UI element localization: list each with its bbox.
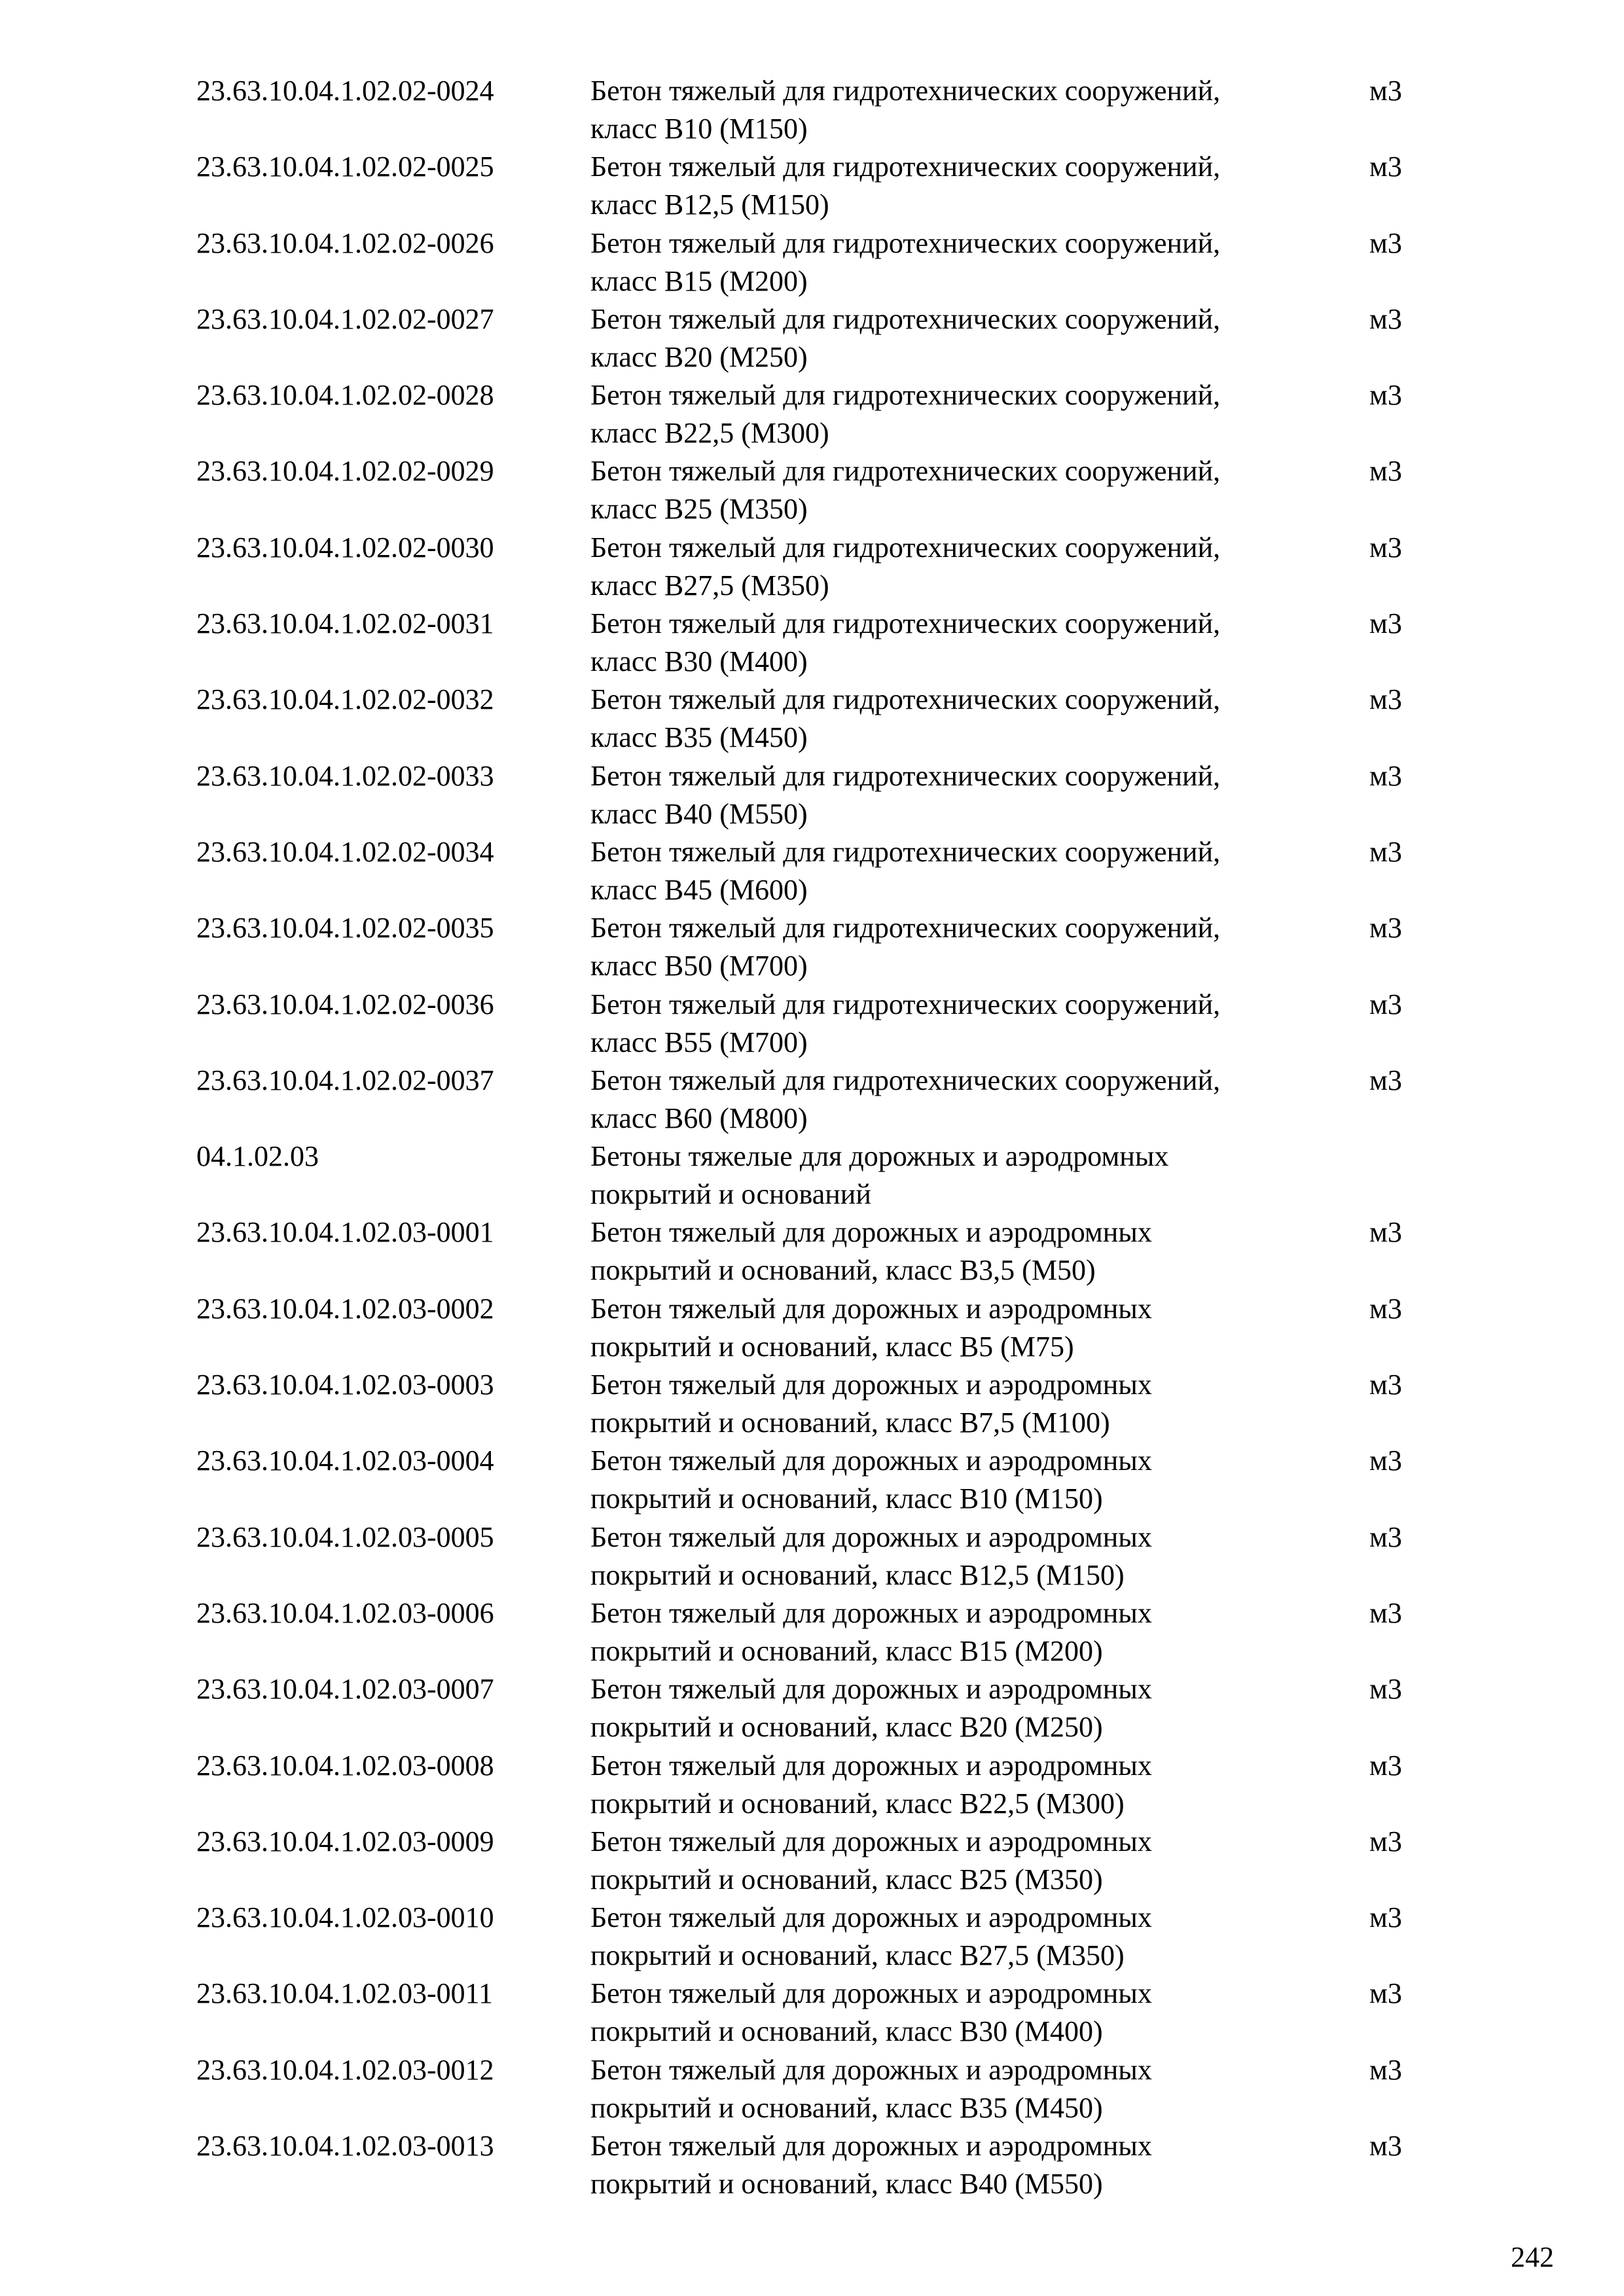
description-line-2: покрытий и оснований, класс В3,5 (М50) — [590, 1254, 1096, 1287]
table-row — [0, 909, 1624, 985]
description-line-2: класс В12,5 (М150) — [590, 188, 829, 221]
description-line-1: Бетон тяжелый для гидротехнических сооружений, — [590, 151, 1221, 183]
resource-code: 23.63.10.04.1.02.02-0033 — [196, 759, 494, 792]
description-line-2: класс В10 (М150) — [590, 113, 808, 145]
table-row — [0, 681, 1624, 757]
table-row — [0, 300, 1624, 376]
resource-code: 23.63.10.04.1.02.02-0026 — [196, 226, 494, 259]
unit-of-measure: м3 — [1369, 607, 1402, 640]
unit-of-measure: м3 — [1369, 531, 1402, 564]
unit-of-measure: м3 — [1369, 988, 1402, 1020]
table-row — [0, 1899, 1624, 1975]
table-row — [0, 1213, 1624, 1289]
description-line-2: класс В50 (М700) — [590, 950, 808, 982]
table-row — [0, 2127, 1624, 2203]
description-line-1: Бетон тяжелый для дорожных и аэродромных — [590, 1673, 1152, 1706]
resource-description — [590, 833, 1343, 909]
description-line-1: Бетон тяжелый для гидротехнических сооружений, — [590, 302, 1221, 335]
description-line-2: класс В20 (М250) — [590, 340, 808, 373]
resource-code: 23.63.10.04.1.02.02-0031 — [196, 607, 494, 640]
unit-of-measure: м3 — [1369, 379, 1402, 412]
description-line-1: Бетон тяжелый для гидротехнических сооружений, — [590, 531, 1221, 564]
unit-of-measure: м3 — [1369, 1369, 1402, 1401]
description-line-2: класс В27,5 (М350) — [590, 569, 829, 601]
unit-of-measure: м3 — [1369, 683, 1402, 716]
description-line-1: Бетон тяжелый для дорожных и аэродромных — [590, 1977, 1152, 2010]
resource-description — [590, 1518, 1343, 1594]
description-line-1: Бетон тяжелый для дорожных и аэродромных — [590, 1520, 1152, 1553]
unit-of-measure: м3 — [1369, 2130, 1402, 2162]
description-line-2: покрытий и оснований, класс В30 (М400) — [590, 2015, 1103, 2048]
resource-code: 23.63.10.04.1.02.02-0037 — [196, 1064, 494, 1096]
description-line-2: класс В55 (М700) — [590, 1026, 808, 1058]
description-line-2: покрытий и оснований, класс В12,5 (М150) — [590, 1558, 1125, 1591]
resource-code: 23.63.10.04.1.02.03-0007 — [196, 1673, 494, 1706]
resource-description — [590, 376, 1343, 452]
description-line-1: Бетон тяжелый для дорожных и аэродромных — [590, 1901, 1152, 1934]
description-line-1: Бетон тяжелый для гидротехнических сооружений, — [590, 988, 1221, 1020]
description-line-2: покрытий и оснований, класс В25 (М350) — [590, 1863, 1103, 1895]
unit-of-measure: м3 — [1369, 226, 1402, 259]
resource-code: 23.63.10.04.1.02.03-0008 — [196, 1749, 494, 1782]
resource-code: 23.63.10.04.1.02.02-0028 — [196, 379, 494, 412]
resource-code: 23.63.10.04.1.02.02-0027 — [196, 302, 494, 335]
table-row — [0, 1138, 1624, 1213]
description-line-2: класс В35 (М450) — [590, 721, 808, 754]
resource-description — [590, 909, 1343, 985]
table-row — [0, 1975, 1624, 2051]
resource-description — [590, 1442, 1343, 1518]
table-row — [0, 72, 1624, 148]
unit-of-measure: м3 — [1369, 835, 1402, 868]
description-line-1: Бетон тяжелый для дорожных и аэродромных — [590, 1444, 1152, 1477]
table-row — [0, 1290, 1624, 1366]
unit-of-measure: м3 — [1369, 912, 1402, 944]
description-line-2: покрытий и оснований, класс В20 (М250) — [590, 1711, 1103, 1744]
description-line-2: покрытий и оснований, класс В7,5 (М100) — [590, 1407, 1110, 1439]
resource-description — [590, 529, 1343, 605]
table-row — [0, 757, 1624, 833]
table-row — [0, 1670, 1624, 1746]
description-line-1: Бетон тяжелый для гидротехнических сооружений, — [590, 683, 1221, 716]
resource-code: 23.63.10.04.1.02.03-0001 — [196, 1216, 494, 1249]
table-row — [0, 1823, 1624, 1899]
table-row — [0, 986, 1624, 1062]
description-line-2: класс В30 (М400) — [590, 645, 808, 678]
description-line-1: Бетон тяжелый для дорожных и аэродромных — [590, 2053, 1152, 2086]
description-line-2: класс В60 (М800) — [590, 1102, 808, 1134]
resource-description — [590, 1366, 1343, 1442]
resource-code: 23.63.10.04.1.02.03-0010 — [196, 1901, 494, 1934]
table-row — [0, 1366, 1624, 1442]
resource-code: 23.63.10.04.1.02.03-0004 — [196, 1444, 494, 1477]
resource-code: 23.63.10.04.1.02.02-0034 — [196, 835, 494, 868]
resource-code: 23.63.10.04.1.02.03-0011 — [196, 1977, 494, 2010]
table-row — [0, 1442, 1624, 1518]
unit-of-measure: м3 — [1369, 1520, 1402, 1553]
table-row — [0, 1062, 1624, 1138]
resource-code: 23.63.10.04.1.02.03-0013 — [196, 2130, 494, 2162]
unit-of-measure: м3 — [1369, 1749, 1402, 1782]
table-row — [0, 148, 1624, 224]
description-line-2: покрытий и оснований, класс В15 (М200) — [590, 1634, 1103, 1667]
resource-code: 23.63.10.04.1.02.02-0032 — [196, 683, 494, 716]
resource-description — [590, 300, 1343, 376]
resource-description — [590, 1594, 1343, 1670]
description-line-1: Бетон тяжелый для дорожных и аэродромных — [590, 1369, 1152, 1401]
resource-description — [590, 1062, 1343, 1138]
description-line-1: Бетон тяжелый для гидротехнических сооружений, — [590, 226, 1221, 259]
unit-of-measure: м3 — [1369, 1825, 1402, 1857]
table-row — [0, 529, 1624, 605]
description-line-2: покрытий и оснований, класс В27,5 (М350) — [590, 1939, 1125, 1972]
unit-of-measure: м3 — [1369, 302, 1402, 335]
resource-code: 23.63.10.04.1.02.03-0005 — [196, 1520, 494, 1553]
unit-of-measure: м3 — [1369, 75, 1402, 107]
unit-of-measure: м3 — [1369, 759, 1402, 792]
description-line-2: покрытий и оснований, класс В10 (М150) — [590, 1482, 1103, 1515]
description-line-2: покрытий и оснований, класс В22,5 (М300) — [590, 1787, 1125, 1820]
resource-description — [590, 681, 1343, 757]
description-line-2: покрытий и оснований, класс В40 (М550) — [590, 2168, 1103, 2200]
description-line-1: Бетон тяжелый для гидротехнических сооружений, — [590, 379, 1221, 412]
description-line-1: Бетон тяжелый для гидротехнических сооружений, — [590, 759, 1221, 792]
table-row — [0, 2051, 1624, 2127]
table-row — [0, 1747, 1624, 1823]
table-row — [0, 224, 1624, 300]
resource-description — [590, 757, 1343, 833]
description-line-1: Бетон тяжелый для дорожных и аэродромных — [590, 1292, 1152, 1325]
unit-of-measure: м3 — [1369, 1596, 1402, 1629]
resource-code: 23.63.10.04.1.02.02-0036 — [196, 988, 494, 1020]
unit-of-measure: м3 — [1369, 455, 1402, 488]
resource-code: 23.63.10.04.1.02.03-0009 — [196, 1825, 494, 1857]
resource-code: 23.63.10.04.1.02.03-0012 — [196, 2053, 494, 2086]
description-line-1: Бетон тяжелый для гидротехнических сооружений, — [590, 607, 1221, 640]
description-line-2: класс В15 (М200) — [590, 264, 808, 297]
description-line-2: покрытий и оснований, класс В5 (М75) — [590, 1330, 1074, 1363]
resource-code: 23.63.10.04.1.02.02-0024 — [196, 75, 494, 107]
unit-of-measure: м3 — [1369, 1444, 1402, 1477]
resource-description — [590, 1747, 1343, 1823]
resource-code: 04.1.02.03 — [196, 1140, 319, 1173]
description-line-2: покрытий и оснований, класс В35 (М450) — [590, 2091, 1103, 2124]
resource-code: 23.63.10.04.1.02.03-0003 — [196, 1369, 494, 1401]
unit-of-measure: м3 — [1369, 1901, 1402, 1934]
description-line-2: класс В40 (М550) — [590, 797, 808, 830]
resource-description — [590, 1823, 1343, 1899]
resource-code: 23.63.10.04.1.02.02-0035 — [196, 912, 494, 944]
description-line-1: Бетон тяжелый для гидротехнических сооружений, — [590, 912, 1221, 944]
table-row — [0, 1518, 1624, 1594]
unit-of-measure: м3 — [1369, 2053, 1402, 2086]
unit-of-measure: м3 — [1369, 1064, 1402, 1096]
unit-of-measure: м3 — [1369, 1977, 1402, 2010]
description-line-1: Бетон тяжелый для дорожных и аэродромных — [590, 1749, 1152, 1782]
description-line-1: Бетон тяжелый для дорожных и аэродромных — [590, 1596, 1152, 1629]
resource-description — [590, 605, 1343, 681]
description-line-2: класс В45 (М600) — [590, 873, 808, 906]
resource-description — [590, 72, 1343, 148]
table-row — [0, 605, 1624, 681]
description-line-2: класс В22,5 (М300) — [590, 417, 829, 450]
unit-of-measure: м3 — [1369, 1673, 1402, 1706]
resource-description — [590, 1138, 1343, 1213]
table-row — [0, 833, 1624, 909]
description-line-1: Бетон тяжелый для гидротехнических сооружений, — [590, 835, 1221, 868]
unit-of-measure: м3 — [1369, 1216, 1402, 1249]
unit-of-measure: м3 — [1369, 151, 1402, 183]
resource-description — [590, 1975, 1343, 2051]
resource-code: 23.63.10.04.1.02.02-0025 — [196, 151, 494, 183]
description-line-1: Бетон тяжелый для гидротехнических сооружений, — [590, 455, 1221, 488]
table-row — [0, 452, 1624, 528]
description-line-1: Бетон тяжелый для гидротехнических сооружений, — [590, 1064, 1221, 1096]
resource-code: 23.63.10.04.1.02.02-0029 — [196, 455, 494, 488]
resource-description — [590, 1899, 1343, 1975]
description-line-2: класс В25 (М350) — [590, 493, 808, 526]
description-line-1: Бетон тяжелый для гидротехнических сооружений, — [590, 75, 1221, 107]
resource-description — [590, 452, 1343, 528]
resource-code: 23.63.10.04.1.02.02-0030 — [196, 531, 494, 564]
resource-description — [590, 148, 1343, 224]
resource-code: 23.63.10.04.1.02.03-0002 — [196, 1292, 494, 1325]
description-line-1: Бетоны тяжелые для дорожных и аэродромных — [590, 1140, 1169, 1173]
description-line-1: Бетон тяжелый для дорожных и аэродромных — [590, 1216, 1152, 1249]
resource-description — [590, 1670, 1343, 1746]
resource-description — [590, 1290, 1343, 1366]
table-row — [0, 1594, 1624, 1670]
resource-description — [590, 224, 1343, 300]
resource-table — [0, 72, 1624, 2203]
table-row — [0, 376, 1624, 452]
description-line-1: Бетон тяжелый для дорожных и аэродромных — [590, 1825, 1152, 1857]
resource-description — [590, 2051, 1343, 2127]
description-line-2: покрытий и оснований — [590, 1178, 871, 1211]
description-line-1: Бетон тяжелый для дорожных и аэродромных — [590, 2130, 1152, 2162]
resource-description — [590, 1213, 1343, 1289]
resource-description — [590, 986, 1343, 1062]
resource-code: 23.63.10.04.1.02.03-0006 — [196, 1596, 494, 1629]
unit-of-measure: м3 — [1369, 1292, 1402, 1325]
resource-description — [590, 2127, 1343, 2203]
page-number: 242 — [1511, 2241, 1554, 2273]
